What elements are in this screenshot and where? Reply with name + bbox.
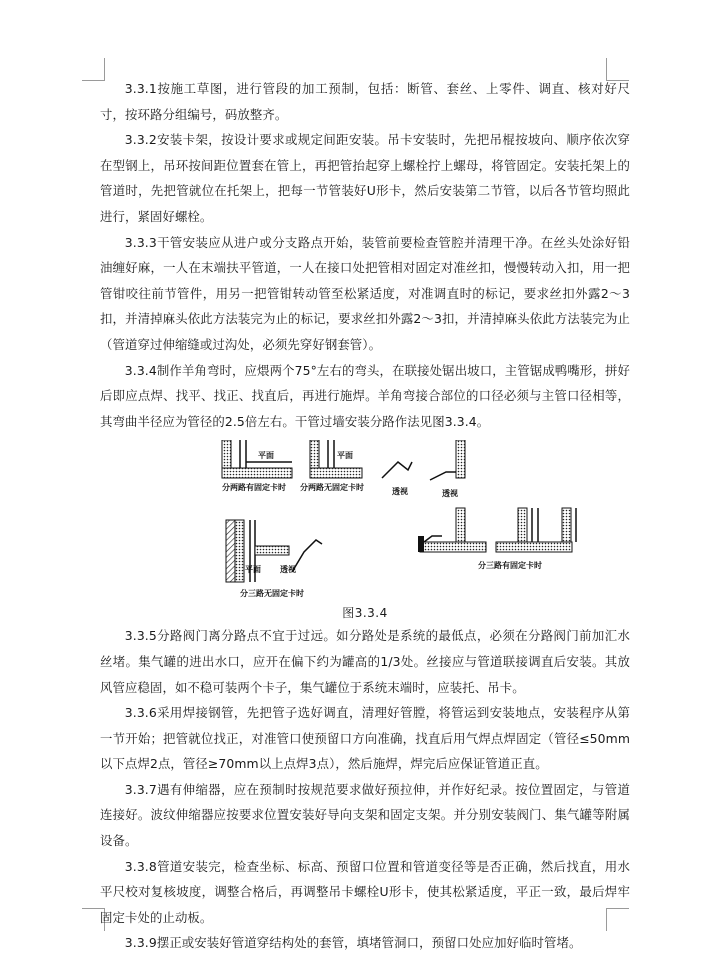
wall-section-2	[310, 440, 319, 468]
label-plane-1: 平面	[258, 451, 274, 461]
wall-section-3	[456, 440, 465, 478]
caption-two-fixed: 分两路有固定卡时	[222, 483, 286, 493]
wall-section-1	[222, 440, 231, 468]
sketch-three-branch-nofixed	[226, 520, 322, 598]
paragraph-3-3-1: 3.3.1按施工草图，进行管段的加工预制，包括：断管、套丝、上零件、调直、核对好尺寸，按环路分组编号，码放整齐。	[100, 81, 630, 122]
paragraph-3-3-5: 3.3.5分路阀门离分路点不宜于过远。如分路处是系统的最低点，必须在分路阀门前加汇水丝堵。集气罐的进出水口，应开在偏下约为罐高的1/3处。丝接应与管道联接调直后安装。其放风管应稳固，如不稳可装两个卡子，集气罐位于系统末端时，应装托、吊卡。	[100, 628, 630, 695]
wall-section-5	[456, 508, 465, 542]
paragraph-3-3-3: 3.3.3干管安装应从进户或分支路点开始，装管前要检查管腔并清理干净。在丝头处涂好铅油缠好麻，一人在末端扶平管道，一人在接口处把管相对固定对准丝扣，慢慢转动入扣，用一把管钳咬往前节管件，用另一把管钳转动管至松紧适度，对准调直时的标记，要求丝扣外露2～3扣，并清掉麻头依此方法装完为止的标记，要求丝扣外露2～3扣，并清掉麻头依此方法装完为止（管道穿过伸缩缝或过沟处，必须先穿好钢套管）。	[100, 234, 630, 352]
floor-section-3	[420, 542, 486, 552]
wall-section-4	[226, 520, 235, 582]
paragraph-3-3-9: 3.3.9摆正或安装好管道穿结构处的套管，填堵管洞口，预留口处应加好临时管堵。	[124, 935, 582, 951]
paragraph-3-3-7: 3.3.7遇有伸缩器，应在预制时按规范要求做好预拉伸，并作好纪录。按位置固定，与管道连接好。波纹伸缩器应按要求位置安装好导向支架和固定支架。并分别安装阀门、集气罐等附属设备。	[100, 781, 630, 849]
sketch-two-branch	[221, 440, 364, 492]
sketch-three-branch-fixed	[418, 508, 576, 570]
wall-section-7	[562, 508, 571, 542]
label-plane-2: 平面	[337, 451, 353, 461]
label-perspective-3: 透视	[280, 565, 296, 575]
figure-3-3-4	[100, 440, 630, 605]
floor-section-4	[496, 542, 572, 552]
floor-section-1	[222, 468, 292, 478]
paragraph-3-3-8: 3.3.8管道安装完，检查坐标、标高、预留口位置和管道变径等是否正确，然后找直，用水平尺校对复核坡度，调整合格后，再调整吊卡螺栓U形卡，使其松紧适度，平正一致，最后焊牢固定卡处的止动板。	[100, 858, 630, 925]
floor-section-2	[310, 468, 362, 478]
figure-caption: 图3.3.4	[342, 606, 388, 621]
sketch-perspective-top	[382, 440, 465, 498]
label-perspective-2: 透视	[442, 489, 458, 499]
wall-section-6	[518, 508, 527, 542]
pipe-branch-diagram	[100, 440, 630, 605]
caption-three-nofixed: 分三路无固定卡时	[240, 589, 304, 599]
paragraph-3-3-4: 3.3.4制作羊角弯时，应煨两个75°左右的弯头，在联接处锯出坡口，主管锯成鸭嘴形，拼好后即应点焊、找平、找正、找直后，再进行施焊。羊角弯接合部位的口径必须与主管口径相等，其弯曲半径应为管径的2.5倍左右。干管过墙安装分路作法见图3.3.4。	[100, 362, 630, 429]
paragraph-3-3-2: 3.3.2安装卡架，按设计要求或规定间距安装。吊卡安装时，先把吊棍按坡向、顺序依次穿在型钢上，吊环按间距位置套在管上，再把管抬起穿上螺栓拧上螺母，将管固定。安装托架上的管道时，先把管就位在托架上，把每一节管装好U形卡，然后安装第二节管，以后各节管均照此进行，紧固好螺栓。	[100, 132, 630, 224]
label-perspective-1: 透视	[392, 487, 408, 497]
document-body	[100, 76, 630, 956]
paragraph-3-3-6: 3.3.6采用焊接钢管，先把管子选好调直，清理好管膛，将管运到安装地点，安装程序从第一节开始；把管就位找正，对准管口使预留口方向准确，找直后用气焊点焊固定（管径≤50mm以下点焊2点，管径≥70mm以上点焊3点），然后施焊，焊完后应保证管道正直。	[100, 705, 630, 772]
caption-two-nofixed: 分两路无固定卡时	[300, 483, 364, 493]
caption-three-fixed: 分三路有固定卡时	[478, 561, 542, 571]
label-plane-3: 平面	[245, 565, 261, 575]
